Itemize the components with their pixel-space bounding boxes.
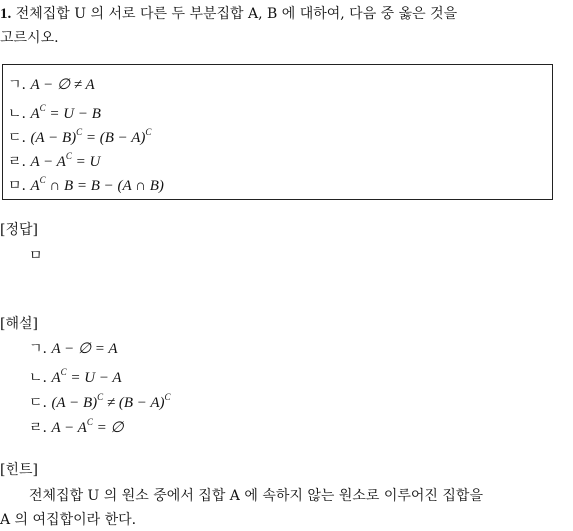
question-text-1: 전체집합 U 의 서로 다른 두 부분집합 A, B 에 대하여, 다음 중 옳은 것을 [15, 6, 458, 22]
hint-line-1: 전체집합 U 의 원소 중에서 집합 A 에 속하지 않는 원소로 이루어진 집합을 [29, 488, 483, 504]
choice-5 [8, 171, 164, 196]
choice-2 [8, 99, 101, 124]
choice-1 [8, 75, 95, 95]
question-number: 1. [0, 6, 12, 22]
choice-2-mark: ㄴ. [8, 106, 26, 122]
choice-4-mark: ㄹ. [8, 154, 26, 170]
question-line-1 [0, 4, 457, 24]
choice-3-expr: $(A - B)^C = (B - A)^C$ [30, 127, 152, 146]
explanation-item-3-expr: $(A - B)^C \ne (B - A)^C$ [51, 392, 171, 411]
explanation-item-2-mark: ㄴ. [29, 370, 47, 386]
choice-5-expr: $A^C$ ∩ B = B − (A ∩ B) [30, 175, 164, 194]
explanation-item-3-mark: ㄷ. [29, 395, 47, 411]
explanation-label: [해설] [0, 316, 38, 332]
choice-3-mark: ㄷ. [8, 130, 26, 146]
explanation-item-1 [29, 339, 118, 359]
choice-5-mark: ㅁ. [8, 178, 26, 194]
choice-2-expr: $A^C = U - B$ [30, 103, 101, 122]
explanation-item-3 [29, 388, 171, 413]
question-line-2: 고르시오. [0, 30, 59, 46]
choices-box [2, 64, 553, 200]
answer-label: [정답] [0, 222, 38, 238]
explanation-item-4 [29, 413, 124, 438]
hint-label: [힌트] [0, 462, 38, 478]
choice-4-expr: $A - A^C = U$ [30, 151, 101, 170]
answer-value: ㅁ [29, 248, 43, 264]
explanation-item-4-mark: ㄹ. [29, 420, 47, 436]
choice-3 [8, 123, 151, 148]
choice-4 [8, 147, 100, 172]
choice-1-mark: ㄱ. [8, 77, 26, 93]
explanation-item-2 [29, 363, 122, 388]
explanation-item-2-expr: $A^C = U - A$ [51, 367, 122, 386]
hint-line-2: A 의 여집합이라 한다. [0, 512, 137, 528]
explanation-item-1-mark: ㄱ. [29, 341, 47, 357]
explanation-item-4-expr: $A - A^C$ = ∅ [51, 417, 124, 436]
choice-1-expr: A − ∅ ≠ A [30, 77, 95, 93]
explanation-item-1-expr: A − ∅ = A [51, 341, 118, 357]
